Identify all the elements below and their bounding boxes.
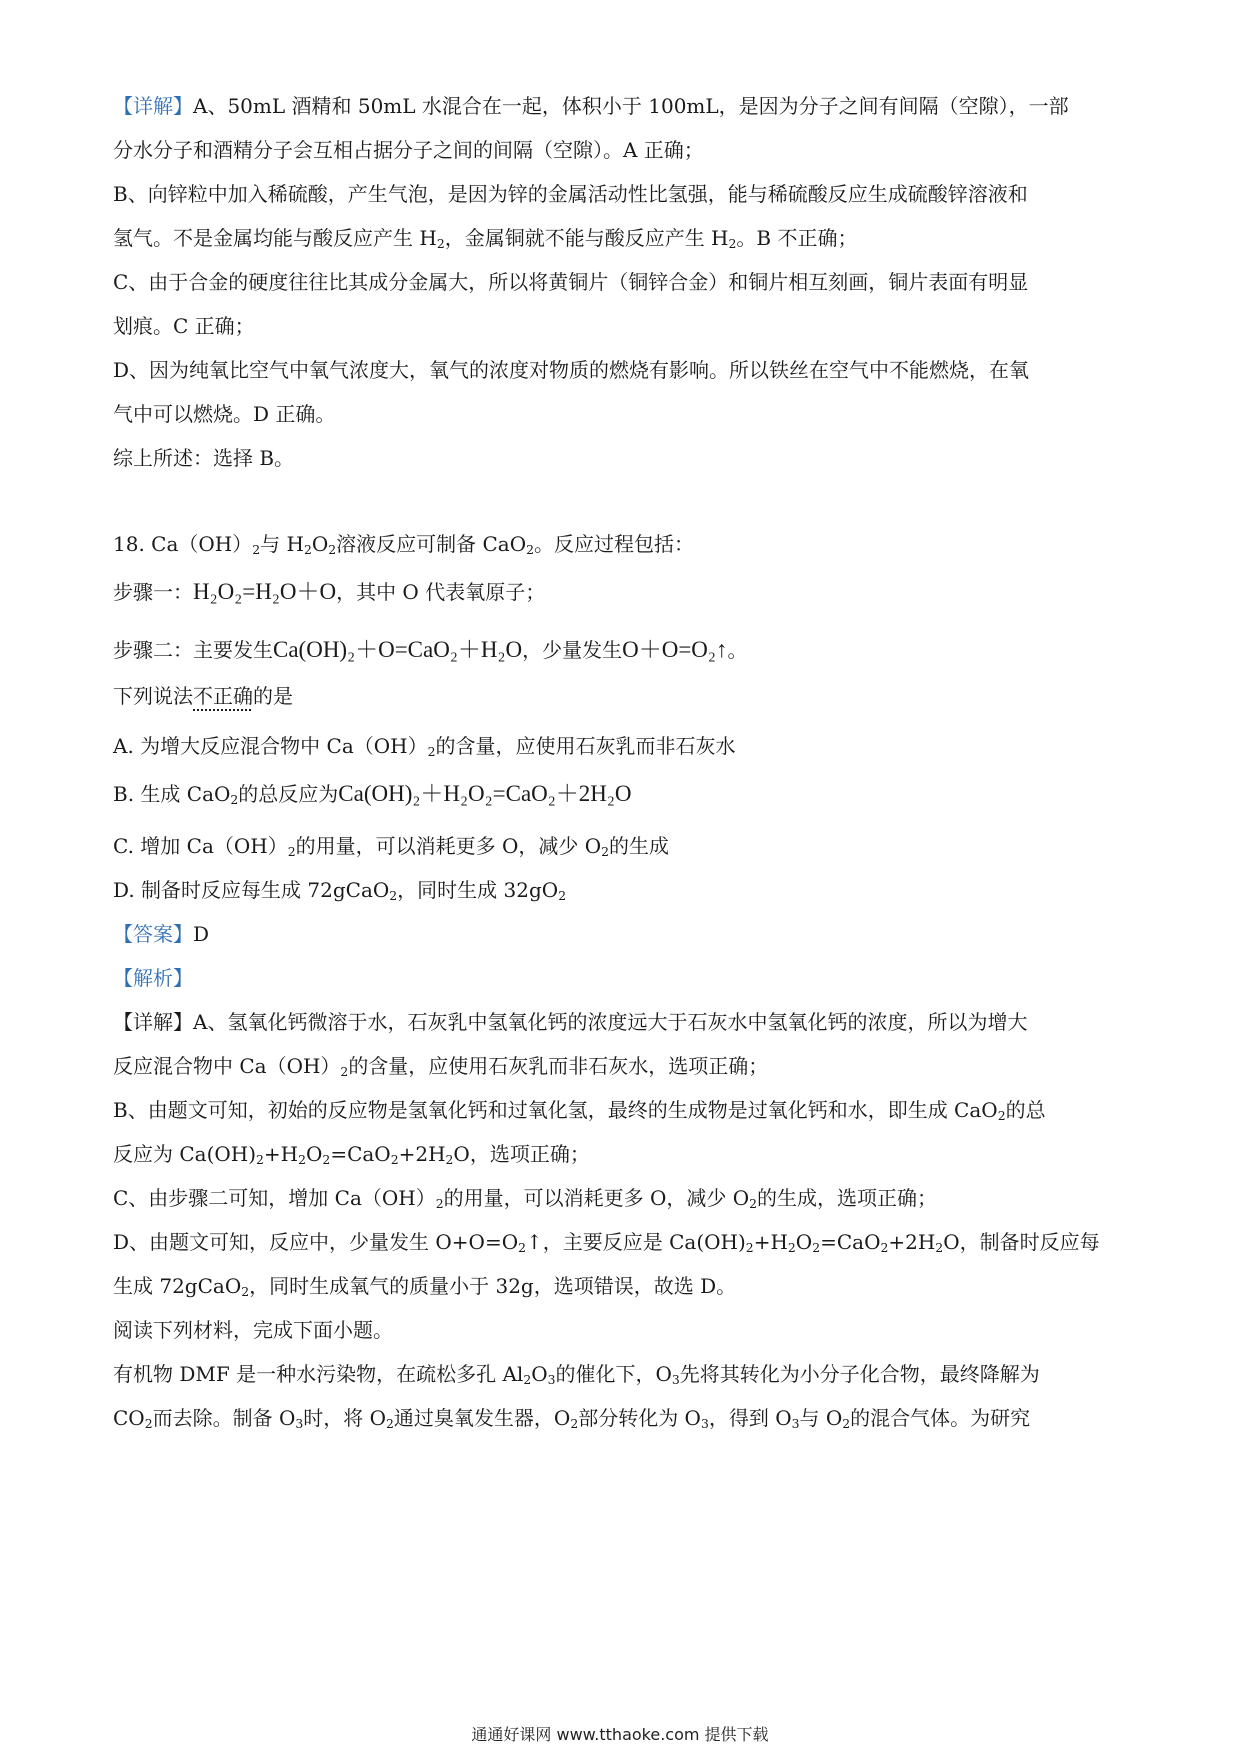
detail17-line-8: 气中可以燃烧。D 正确。 bbox=[113, 402, 336, 426]
detail18-line-4: 反应为 $Ca(OH)_2+H_2O_2=CaO_2+2H_2O$，选项正确； bbox=[113, 1142, 590, 1168]
detail17-line-5: C、由于合金的硬度往往比其成分金属大，所以将黄铜片（铜锌合金）和铜片相互刻画，铜片表面有明显 bbox=[113, 270, 1029, 294]
option-b-formula: Ca(OH)₂＋H₂O₂=CaO₂＋2H₂O bbox=[338, 781, 632, 806]
material-intro: 阅读下列材料，完成下面小题。 bbox=[113, 1318, 393, 1342]
material-line-2: $CO_2$而去除。制备 $O_3$时，将 $O_2$通过臭氧发生器，$O_2$部分转化为 $O_3$，得到 $O_3$与 $O_2$的混合气体。为研究 bbox=[113, 1406, 1031, 1432]
answer-line bbox=[113, 920, 209, 948]
option-a: A. 为增大反应混合物中 $Ca(OH)_2$的含量，应使用石灰乳而非石灰水 bbox=[113, 734, 736, 760]
detail-tag-18: 【详解】 bbox=[113, 1010, 193, 1034]
option-b: B. 生成 CaO$_2$的总反应为Ca(OH)₂＋H₂O₂=CaO₂＋2H₂O bbox=[113, 781, 632, 808]
detail17-line-3: B、向锌粒中加入稀硫酸，产生气泡，是因为锌的金属活动性比氢强，能与稀硫酸反应生成硫酸锌溶液和 bbox=[113, 182, 1028, 206]
detail17-line-6: 划痕。C 正确； bbox=[113, 314, 255, 338]
step-one: 步骤一：H₂O₂=H₂O＋O，其中 O 代表氧原子； bbox=[113, 579, 546, 604]
analysis-tag: 【解析】 bbox=[113, 966, 193, 990]
detail17-line-9: 综上所述：选择 B。 bbox=[113, 446, 295, 470]
step-two: 步骤二：主要发生Ca(OH)₂＋O=CaO₂＋H₂O，少量发生O＋O=O₂↑。 bbox=[113, 637, 748, 662]
page-footer-watermark: 通通好课网 www.tthaoke.com 提供下载 bbox=[471, 1725, 769, 1744]
detail18-line-1: 【详解】A、氢氧化钙微溶于水，石灰乳中氢氧化钙的浓度远大于石灰水中氢氧化钙的浓度，所以为增大 bbox=[113, 1010, 1028, 1034]
detail18-line-6: D、由题文可知，反应中，少量发生 $O+O=O_2↑$，主要反应是 $Ca(OH)_2+H_2O_2=CaO_2+2H_2O$，制备时反应每 bbox=[113, 1230, 1100, 1256]
detail17-line-4: 氢气。不是金属均能与酸反应产生 $H_2$，金属铜就不能与酸反应产生 $H_2$。B 不正确； bbox=[113, 226, 858, 252]
answer-tag: 【答案】 bbox=[113, 922, 193, 946]
detail18-line-2: 反应混合物中 $Ca(OH)_2$的含量，应使用石灰乳而非石灰水，选项正确； bbox=[113, 1054, 769, 1080]
step-one-formula: H₂O₂=H₂O＋O bbox=[193, 579, 337, 604]
detail17-line-1: 【详解】A、50mL 酒精和 50mL 水混合在一起，体积小于 100mL，是因为分子之间有间隔（空隙），一部 bbox=[113, 94, 1069, 118]
material-line-1: 有机物 DMF 是一种水污染物，在疏松多孔 $Al_2O_3$的催化下，$O_3$先将其转化为小分子化合物，最终降解为 bbox=[113, 1362, 1040, 1388]
question-18-stem: 18. $Ca(OH)_2$与 $H_2O_2$溶液反应可制备 CaO$_2$。反应过程包括： bbox=[113, 532, 694, 558]
step-two-formula: Ca(OH)₂＋O=CaO₂＋H₂O bbox=[273, 637, 523, 662]
answer-value: D bbox=[193, 922, 210, 946]
option-d: D. 制备时反应每生成 72gCaO$_2$，同时生成 $32gO_2$ bbox=[113, 878, 567, 904]
emphasis-not-correct: 不正确 bbox=[193, 684, 253, 708]
detail17-line-2: 分水分子和酒精分子会互相占据分子之间的间隔（空隙）。A 正确； bbox=[113, 138, 704, 162]
step-two-formula-2: O＋O=O₂↑ bbox=[622, 637, 728, 662]
detail18-line-3: B、由题文可知，初始的反应物是氢氧化钙和过氧化氢，最终的生成物是过氧化钙和水，即生成 CaO$_2$的总 bbox=[113, 1098, 1046, 1124]
detail17-line-7: D、因为纯氧比空气中氧气浓度大，氧气的浓度对物质的燃烧有影响。所以铁丝在空气中不能燃烧，在氧 bbox=[113, 358, 1030, 382]
detail18-line-7: 生成 72gCaO$_2$，同时生成氧气的质量小于 32g，选项错误，故选 D。 bbox=[113, 1274, 737, 1300]
question-prompt: 下列说法不正确的是 bbox=[113, 684, 293, 708]
detail-tag: 【详解】 bbox=[113, 94, 193, 118]
detail18-line-5: C、由步骤二可知，增加 $Ca(OH)_2$的用量，可以消耗更多 O，减少 $O_2$的生成，选项正确； bbox=[113, 1186, 938, 1212]
analysis-line bbox=[113, 964, 193, 992]
option-c: C. 增加 $Ca(OH)_2$的用量，可以消耗更多 O，减少 $O_2$的生成 bbox=[113, 834, 670, 860]
